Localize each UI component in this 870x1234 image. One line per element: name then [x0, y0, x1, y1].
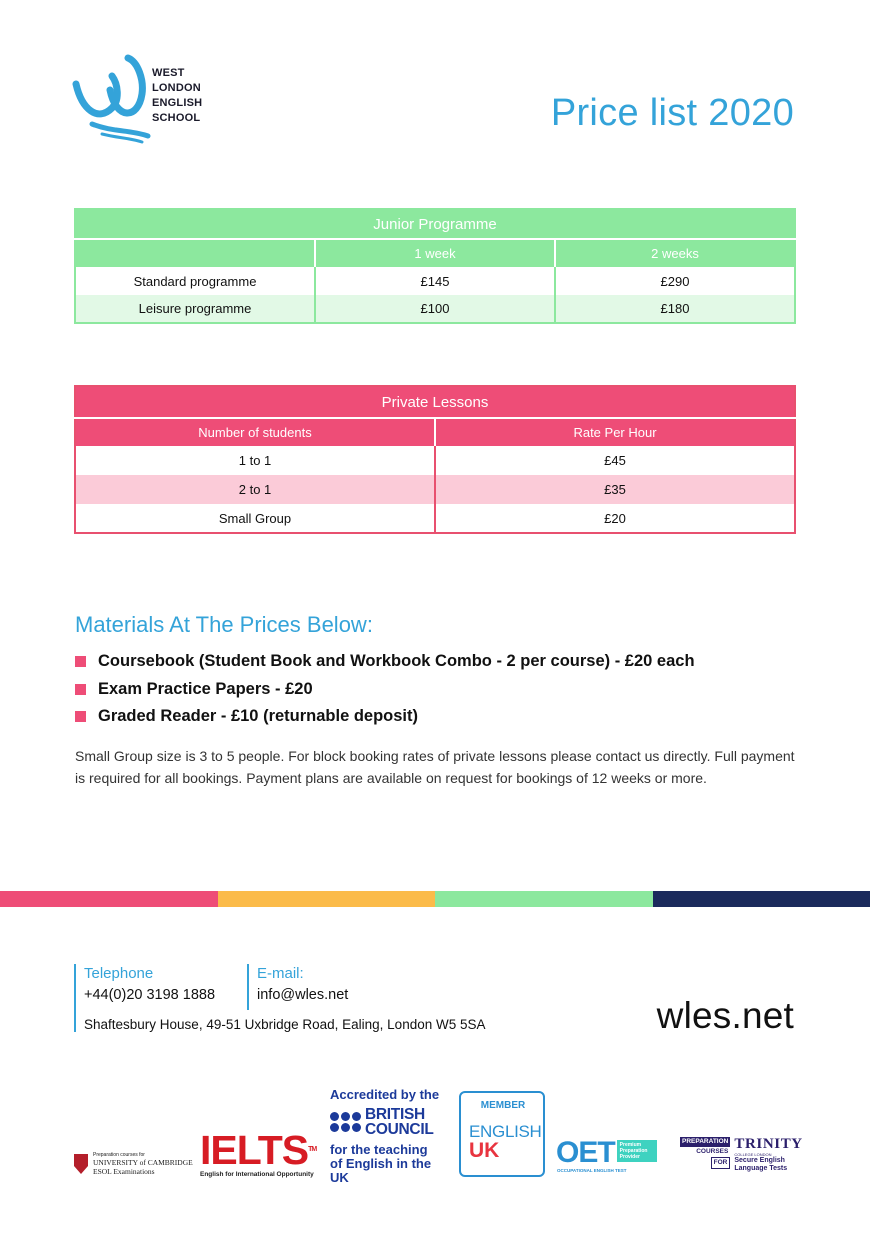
- price-cell: £145: [315, 267, 555, 295]
- price-cell: £290: [660, 273, 690, 289]
- junior-col-1week: 1 week: [315, 239, 555, 267]
- junior-col-empty: [75, 239, 315, 267]
- row-label: 2 to 1: [75, 475, 435, 504]
- email-label: E-mail:: [257, 965, 304, 982]
- oet-subtitle: OCCUPATIONAL ENGLISH TEST: [557, 1168, 627, 1173]
- bullet-square-icon: [75, 684, 86, 695]
- table-row: [75, 504, 795, 533]
- table-row: [75, 475, 795, 504]
- cambridge-logo: Preparation courses for UNIVERSITY of CAMBRIDGE ESOL Examinations: [74, 1152, 193, 1176]
- private-lessons-table: [74, 385, 796, 534]
- row-label: Small Group: [75, 504, 435, 533]
- bullet-square-icon: [75, 656, 86, 667]
- email-block: [247, 964, 348, 1010]
- price-cell: £100: [315, 295, 555, 323]
- materials-heading: Materials At The Prices Below:: [75, 612, 373, 637]
- email-address[interactable]: info@wles.net: [257, 987, 349, 1003]
- british-council-dots-icon: [330, 1112, 361, 1132]
- british-council-logo: Accredited by the BRITISH COUNCIL for the teaching of English in the UK: [330, 1087, 440, 1185]
- table-row: [75, 446, 795, 475]
- stripe-segment: [653, 891, 870, 907]
- postal-address: Shaftesbury House, 49-51 Uxbridge Road, Ealing, London W5 5SA: [84, 1017, 486, 1032]
- color-stripe: [0, 891, 870, 907]
- private-col-students: Number of students: [75, 418, 435, 446]
- bullet-square-icon: [75, 711, 86, 722]
- cambridge-shield-icon: [74, 1154, 88, 1174]
- row-label: 1 to 1: [75, 446, 435, 475]
- junior-programme-table: [74, 208, 796, 324]
- telephone-number[interactable]: +44(0)20 3198 1888: [84, 987, 216, 1003]
- ielts-logo: IELTS™ English for International Opportunity: [200, 1127, 317, 1178]
- website-link[interactable]: wles.net: [656, 995, 794, 1036]
- list-item: Graded Reader - £10 (returnable deposit): [75, 703, 695, 731]
- oet-logo: OET Premium Preparation Provider: [556, 1138, 657, 1168]
- materials-list: [75, 648, 695, 731]
- stripe-segment: [218, 891, 436, 907]
- row-label: Standard programme: [75, 267, 315, 295]
- price-cell: £180: [555, 295, 795, 323]
- price-cell: £20: [604, 510, 626, 526]
- telephone-label: Telephone: [84, 965, 154, 982]
- junior-col-2weeks: 2 weeks: [555, 239, 795, 267]
- private-table-title: Private Lessons: [75, 386, 795, 418]
- page-title: Price list 2020: [550, 92, 794, 134]
- list-item: Coursebook (Student Book and Workbook Combo - 2 per course) - £20 each: [75, 648, 695, 676]
- booking-note: Small Group size is 3 to 5 people. For block booking rates of private lessons please contact us directly. Full payment is required for all bookings. Payment plans are available on request for bookings of 12 weeks or more.: [75, 748, 795, 786]
- junior-table-title: Junior Programme: [75, 209, 795, 239]
- table-row: [75, 295, 795, 323]
- trinity-logo: PREPARATION COURSES FOR TRINITY COLLEGE LONDON Secure English Language Tests: [682, 1136, 803, 1172]
- stripe-segment: [435, 891, 653, 907]
- list-item: Exam Practice Papers - £20: [75, 676, 695, 704]
- table-row: [75, 267, 795, 295]
- price-cell: £35: [435, 475, 795, 504]
- row-label: Leisure programme: [75, 295, 315, 323]
- english-uk-member-logo: MEMBER ENGLISH UK: [459, 1091, 545, 1177]
- school-logo-text: WEST LONDON ENGLISH SCHOOL: [152, 67, 203, 124]
- price-cell: £45: [604, 453, 626, 468]
- stripe-segment: [0, 891, 218, 907]
- private-col-rate: Rate Per Hour: [435, 418, 795, 446]
